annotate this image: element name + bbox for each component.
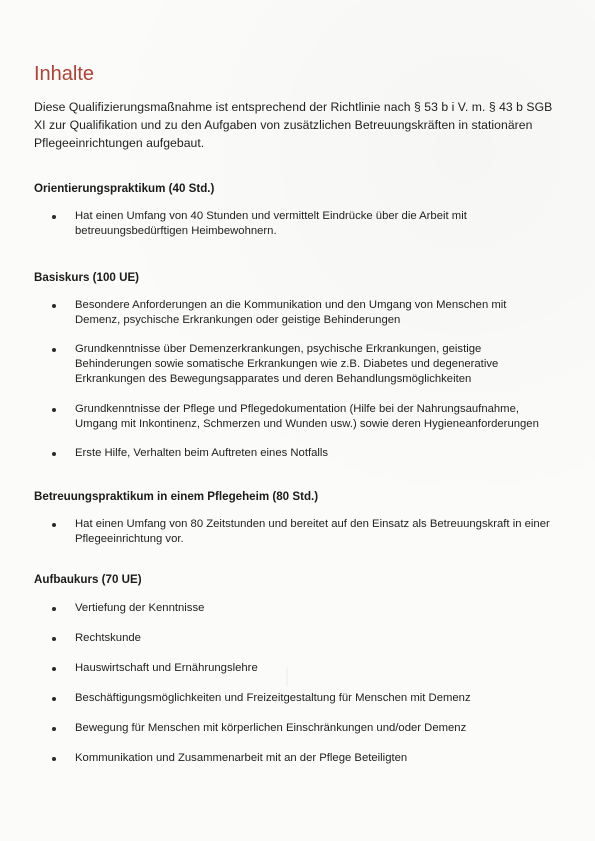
list-item [52, 601, 552, 616]
list-item [52, 342, 552, 387]
list-item-text: Grundkenntnisse über Demenzerkrankungen, psychische Erkrankungen, geistige Behinderungen sowie somatische Erkrankungen wie z.B. Diabetes und degenerative Erkrankungen des Bewegungsapparates und deren Behandlungsmöglichkeiten [75, 343, 499, 385]
list-item [52, 661, 552, 676]
section-heading-orientierungspraktikum: Orientierungspraktikum (40 Std.) [34, 182, 215, 195]
list-item-text: Beschäftigungsmöglichkeiten und Freizeitgestaltung für Menschen mit Demenz [75, 692, 471, 704]
list-item-text: Vertiefung der Kenntnisse [75, 602, 205, 614]
list-item [52, 402, 552, 432]
bullet-icon [52, 667, 56, 671]
list-item-text: Bewegung für Menschen mit körperlichen Einschränkungen und/oder Demenz [75, 722, 467, 734]
list-item [52, 517, 552, 547]
bullet-icon [52, 637, 56, 641]
section-heading-betreuungspraktikum: Betreuungspraktikum in einem Pflegeheim (80 Std.) [34, 490, 319, 503]
bullet-icon [52, 452, 56, 456]
list-item [52, 298, 552, 328]
bullet-icon [52, 408, 56, 412]
list-item-text: Hat einen Umfang von 80 Zeitstunden und bereitet auf den Einsatz als Betreuungskraft in einer Pflegeeinrichtung vor. [75, 518, 550, 545]
bullet-icon [52, 607, 56, 611]
aufbaukurs-list [52, 601, 552, 781]
paper-shadow-mark [286, 668, 288, 686]
list-item-text: Besondere Anforderungen an die Kommunikation und den Umgang von Menschen mit Demenz, psychische Erkrankungen oder geistige Behinderungen [75, 299, 507, 326]
basiskurs-list [52, 298, 552, 474]
list-item-text: Hauswirtschaft und Ernährungslehre [75, 662, 258, 674]
list-item [52, 446, 552, 461]
section-heading-aufbaukurs: Aufbaukurs (70 UE) [34, 573, 142, 586]
list-item-text: Erste Hilfe, Verhalten beim Auftreten eines Notfalls [75, 447, 329, 459]
list-item [52, 209, 552, 239]
section-heading-basiskurs: Basiskurs (100 UE) [34, 271, 140, 284]
bullet-icon [52, 757, 56, 761]
bullet-icon [52, 697, 56, 701]
list-item-text: Kommunikation und Zusammenarbeit mit an der Pflege Beteiligten [75, 752, 408, 764]
betreuungspraktikum-list [52, 517, 552, 547]
bullet-icon [52, 348, 56, 352]
bullet-icon [52, 523, 56, 527]
list-item-text: Hat einen Umfang von 40 Stunden und vermittelt Eindrücke über die Arbeit mit betreuungsbedürftigen Heimbewohnern. [75, 210, 467, 237]
list-item [52, 691, 552, 706]
list-item [52, 751, 552, 766]
bullet-icon [52, 215, 56, 219]
list-item [52, 631, 552, 646]
bullet-icon [52, 727, 56, 731]
list-item [52, 721, 552, 736]
list-item-text: Rechtskunde [75, 632, 141, 644]
bullet-icon [52, 304, 56, 308]
intro-paragraph: Diese Qualifizierungsmaßnahme ist entsprechend der Richtlinie nach § 53 b i V. m. § 43 b SGB XI zur Qualifikation und zu den Aufgaben von zusätzlichen Betreuungskräften in stationären Pflegeeinrichtungen aufgebaut. [34, 100, 553, 150]
orientierungspraktikum-list [52, 209, 552, 239]
page-title: Inhalte [34, 63, 95, 85]
list-item-text: Grundkenntnisse der Pflege und Pflegedokumentation (Hilfe bei der Nahrungsaufnahme, Umgang mit Inkontinenz, Schmerzen und Wunden usw.) sowie deren Hygieneanforderungen [75, 403, 539, 430]
